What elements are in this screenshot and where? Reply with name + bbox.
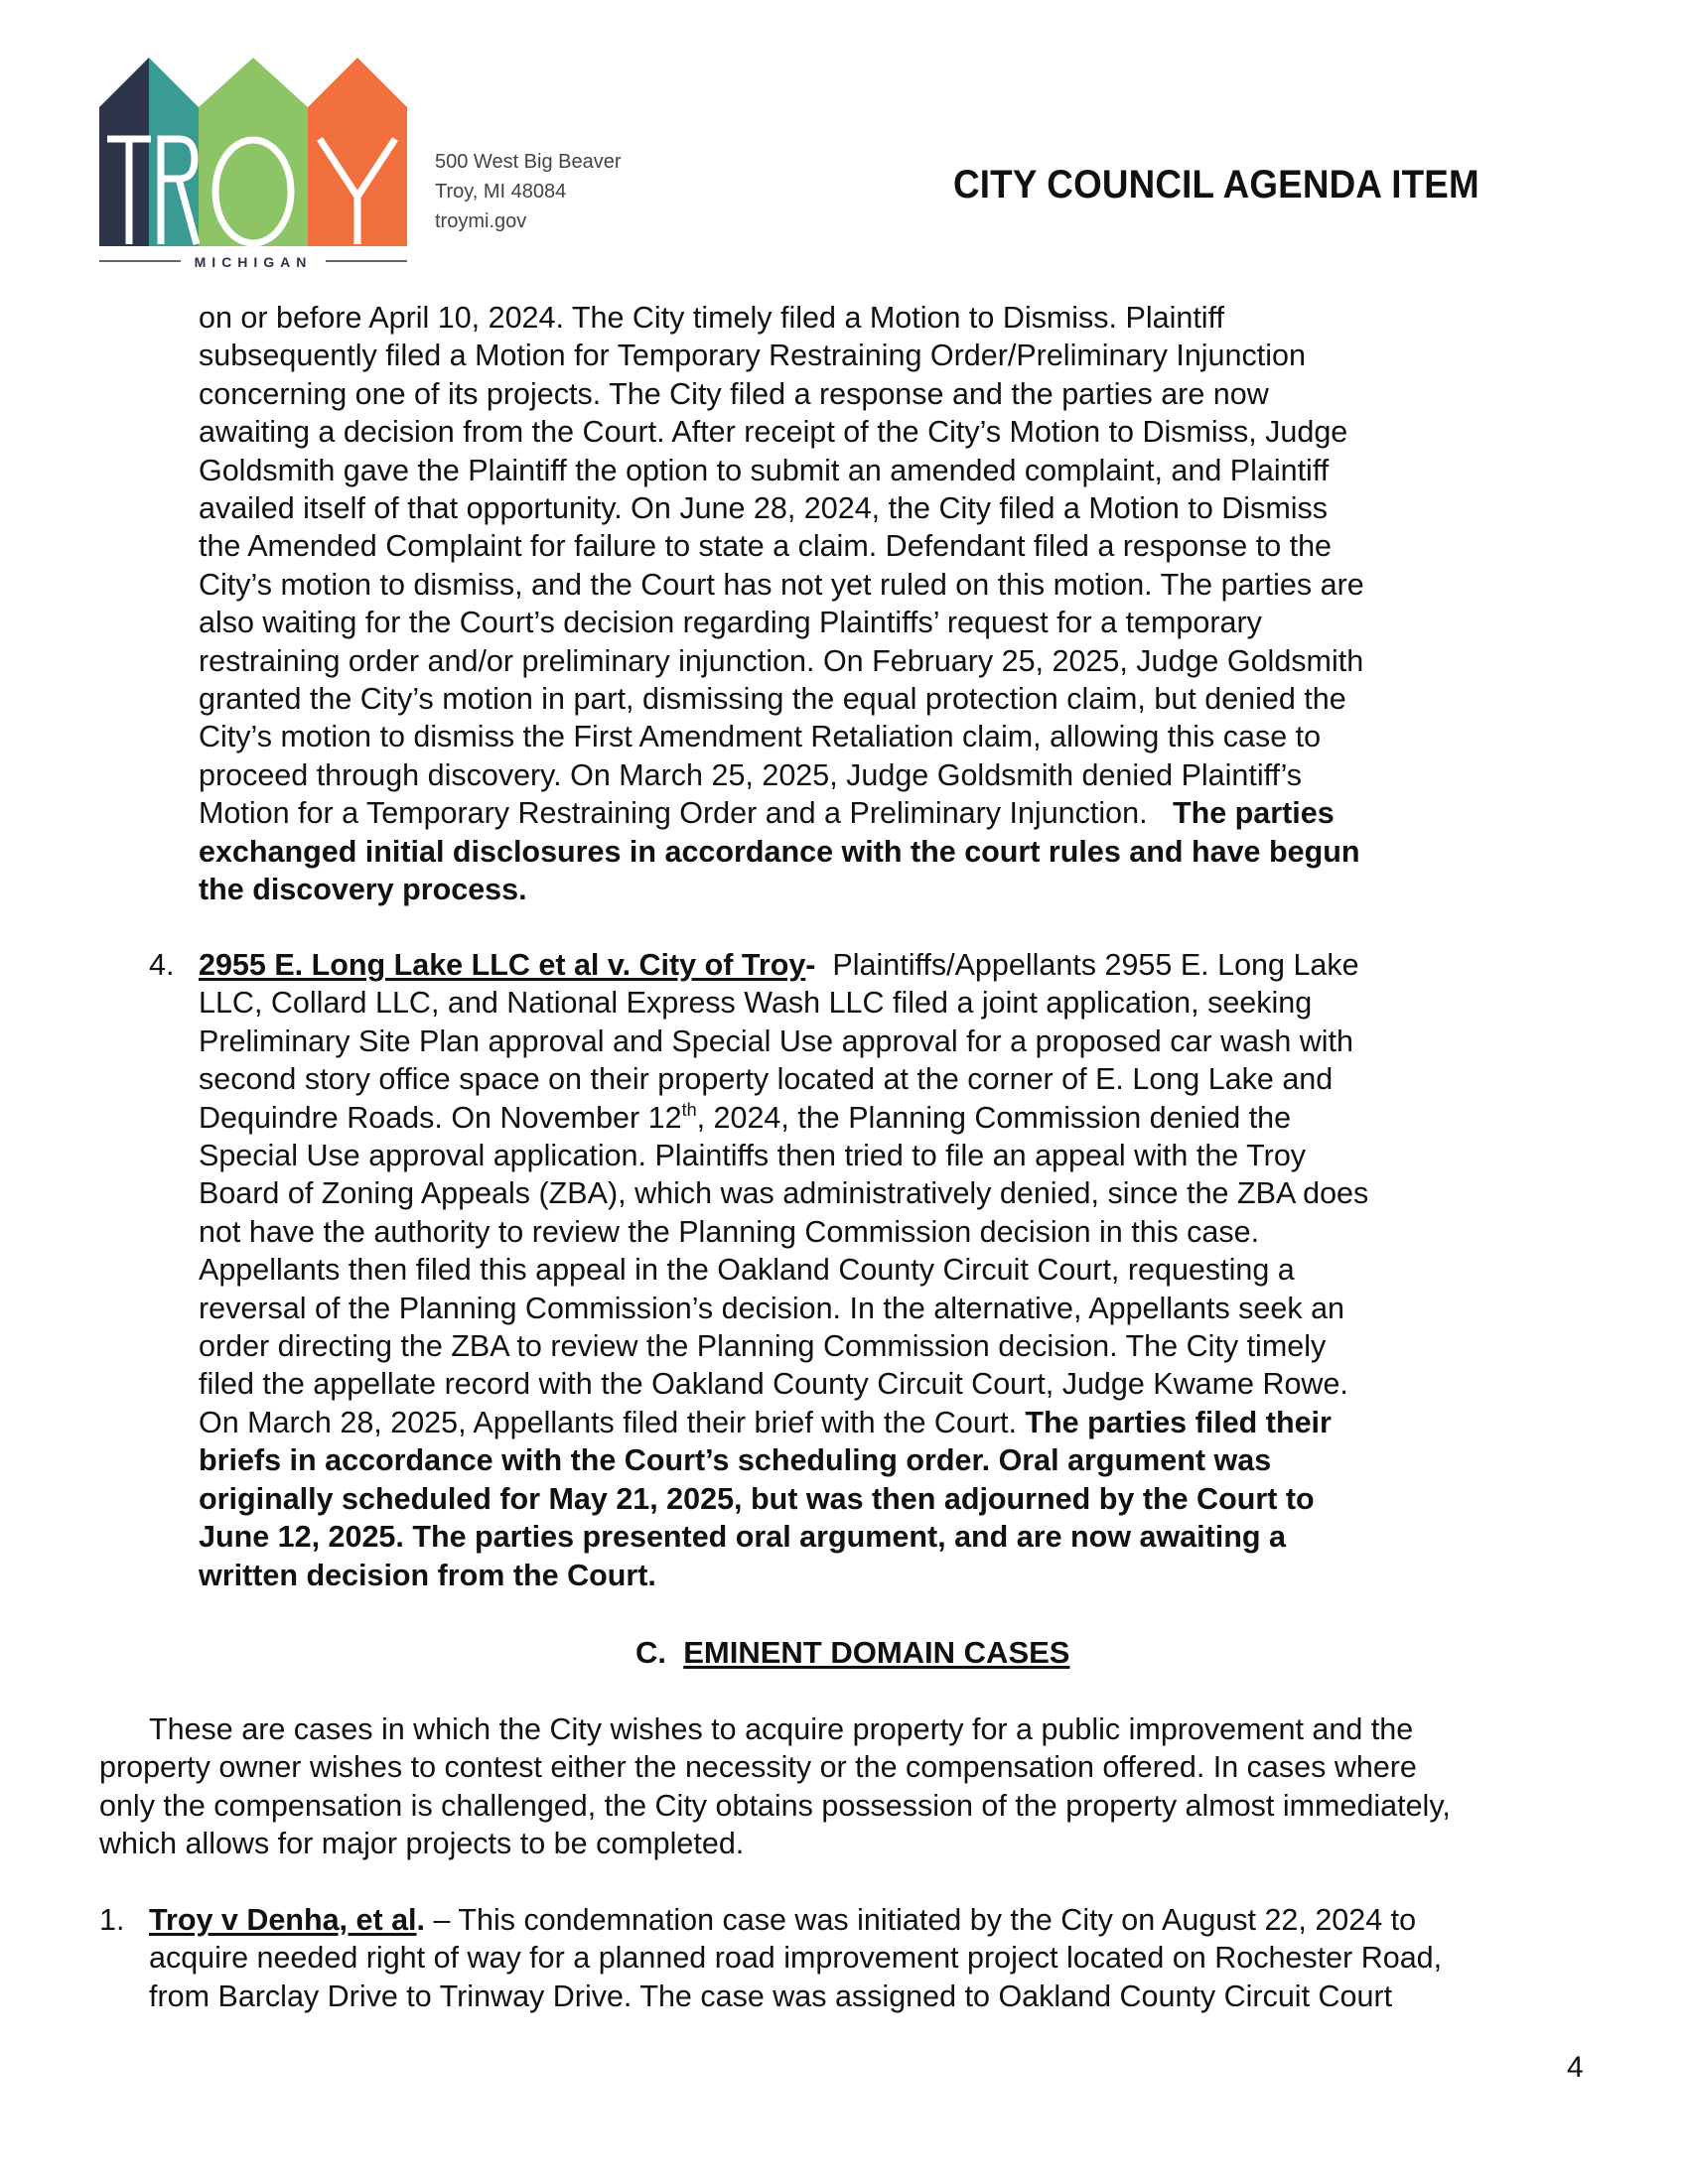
text-run: – This condemnation case was initiated by the City on August 22, 2024 to [425, 1903, 1417, 1937]
text-line: second story office space on their property located at the corner of E. Long Lake and [199, 1062, 1334, 1097]
text-run: Dequindre Roads. On November 12 [199, 1100, 682, 1135]
text-run: , 2024, the Planning Commission denied the [696, 1100, 1292, 1135]
bold-text-line: exchanged initial disclosures in accordance with the court rules and have begun [199, 834, 1360, 869]
paragraph-continuation [199, 299, 1364, 909]
text-line [199, 1099, 1368, 1137]
bold-text-line: June 12, 2025. The parties presented oral argument, and are now awaiting a [199, 1520, 1286, 1555]
address-city: Troy, MI 48084 [435, 181, 567, 203]
text-line: property owner wishes to contest either the necessity or the compensation offered. In cases where [99, 1750, 1417, 1785]
text-line: These are cases in which the City wishes to acquire property for a public improvement and the [149, 1712, 1414, 1746]
logo-house-navy [99, 58, 149, 246]
website-link[interactable]: troymi.gov [435, 210, 527, 232]
text-line: proceed through discovery. On March 25, 2025, Judge Goldsmith denied Plaintiff’s [199, 757, 1303, 792]
text-line: awaiting a decision from the Court. After receipt of the City’s Motion to Dismiss, Judge [199, 415, 1348, 450]
text-line: LLC, Collard LLC, and National Express Wash LLC filed a joint application, seeking [199, 986, 1313, 1021]
text-run: Motion for a Temporary Restraining Order and a Preliminary Injunction. [199, 796, 1173, 831]
text-line: the Amended Complaint for failure to state a claim. Defendant filed a response to the [199, 529, 1333, 564]
text-line: order directing the ZBA to review the Planning Commission decision. The City timely [199, 1329, 1327, 1364]
case-title: 2955 E. Long Lake LLC et al v. City of Troy [199, 948, 806, 982]
text-line: only the compensation is challenged, the City obtains possession of the property almost immediately, [99, 1788, 1451, 1823]
logo-subtitle: MICHIGAN [194, 254, 313, 270]
text-line: also waiting for the Court’s decision regarding Plaintiffs’ request for a temporary [199, 606, 1262, 640]
list-number: 4. [149, 948, 175, 982]
text-line: granted the City’s motion in part, dismissing the equal protection claim, but denied the [199, 682, 1346, 717]
bold-text-line: briefs in accordance with the Court’s scheduling order. Oral argument was [199, 1443, 1272, 1478]
case-title: Troy v Denha, et al [149, 1903, 417, 1937]
section-intro-paragraph [99, 1710, 1451, 1863]
text-line: filed the appellate record with the Oakland County Circuit Court, Judge Kwame Rowe. [199, 1367, 1348, 1402]
logo-house-green [199, 58, 308, 246]
page-number: 4 [1567, 2051, 1584, 2084]
address-street: 500 West Big Beaver [435, 151, 622, 173]
text-line [149, 1901, 1442, 1939]
list-number: 1. [99, 1903, 125, 1937]
text-line: subsequently filed a Motion for Temporary Restraining Order/Preliminary Injunction [199, 339, 1306, 373]
section-title: EMINENT DOMAIN CASES [683, 1635, 1070, 1670]
text-line: restraining order and/or preliminary injunction. On February 25, 2025, Judge Goldsmith [199, 643, 1364, 678]
ordinal-suffix: th [681, 1099, 697, 1120]
text-line [199, 794, 1364, 832]
text-run: Plaintiffs/Appellants 2955 E. Long Lake [815, 948, 1359, 982]
text-line: Special Use approval application. Plaintiffs then tried to file an appeal with the Troy [199, 1139, 1307, 1173]
bold-text-line: written decision from the Court. [199, 1558, 656, 1592]
text-line: on or before April 10, 2024. The City timely filed a Motion to Dismiss. Plaintiff [199, 301, 1224, 335]
text-line: which allows for major projects to be completed. [99, 1827, 745, 1861]
text-line: Appellants then filed this appeal in the Oakland County Circuit Court, requesting a [199, 1253, 1295, 1288]
text-line: not have the authority to review the Planning Commission decision in this case. [199, 1214, 1260, 1249]
troy-logo [99, 58, 407, 271]
text-line: City’s motion to dismiss, and the Court has not yet ruled on this motion. The parties are [199, 567, 1364, 602]
text-line: reversal of the Planning Commission’s decision. In the alternative, Appellants seek an [199, 1291, 1344, 1325]
text-line [199, 946, 1368, 984]
document-title: CITY COUNCIL AGENDA ITEM [953, 163, 1479, 206]
text-line: Goldsmith gave the Plaintiff the option to submit an amended complaint, and Plaintiff [199, 453, 1330, 487]
text-line: Preliminary Site Plan approval and Special Use approval for a proposed car wash with [199, 1024, 1353, 1058]
bold-text-line: the discovery process. [199, 873, 527, 907]
list-item-case-troy-v-denha [149, 1901, 1442, 2015]
text-line: availed itself of that opportunity. On June 28, 2024, the City filed a Motion to Dismiss [199, 491, 1329, 526]
list-item-case-2955-long-lake [199, 946, 1368, 1594]
text-line: concerning one of its projects. The City filed a response and the parties are now [199, 376, 1269, 411]
case-title-dash: - [805, 948, 816, 982]
section-heading [635, 1634, 1069, 1672]
section-letter: C. [635, 1635, 684, 1670]
text-line [199, 1404, 1368, 1441]
bold-text-line: originally scheduled for May 21, 2025, but was then adjourned by the Court to [199, 1481, 1315, 1516]
text-line: Board of Zoning Appeals (ZBA), which was administratively denied, since the ZBA does [199, 1176, 1369, 1211]
text-run: On March 28, 2025, Appellants filed their brief with the Court. [199, 1405, 1026, 1439]
text-line: from Barclay Drive to Trinway Drive. The case was assigned to Oakland County Circuit Court [149, 1979, 1393, 2013]
city-address [435, 147, 622, 236]
bold-text-run: The parties filed their [1025, 1405, 1332, 1439]
text-line: City’s motion to dismiss the First Amendment Retaliation claim, allowing this case to [199, 720, 1322, 754]
bold-text-run: The parties [1172, 796, 1335, 831]
case-title-period: . [416, 1903, 425, 1937]
text-line: acquire needed right of way for a planned road improvement project located on Rochester Road, [149, 1941, 1443, 1976]
